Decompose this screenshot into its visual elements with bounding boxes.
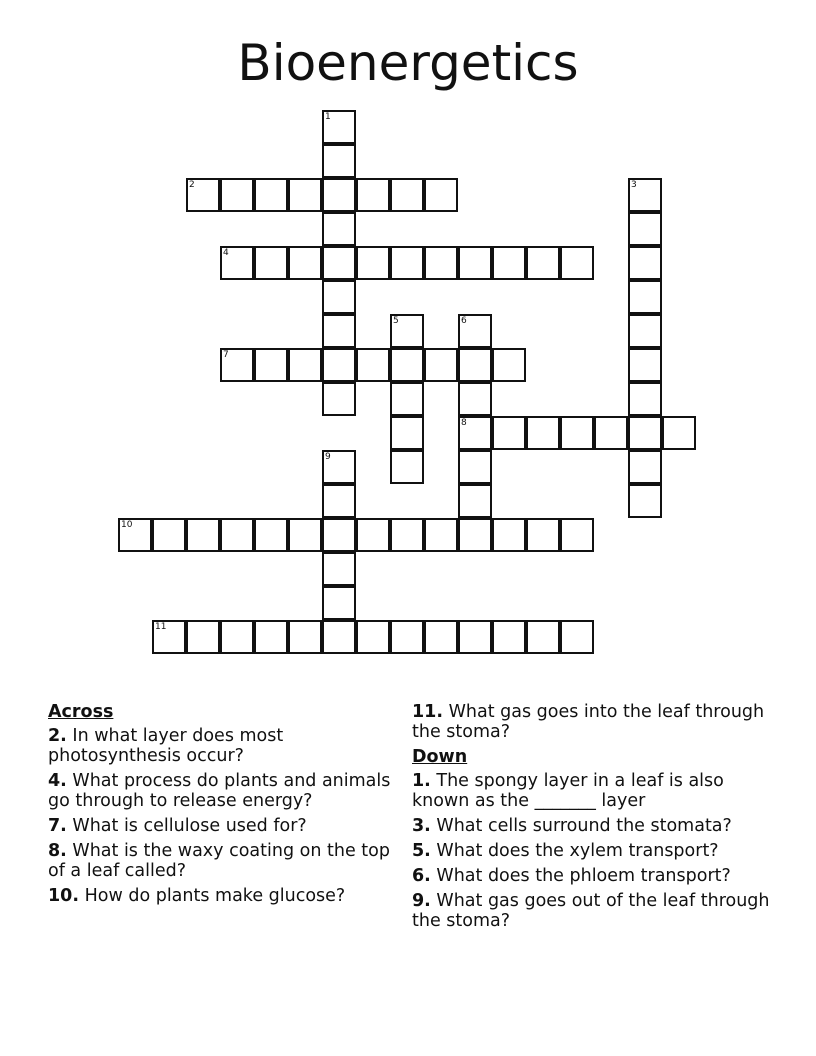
grid-cell[interactable] (560, 416, 594, 450)
grid-cell[interactable] (628, 450, 662, 484)
grid-cell[interactable] (458, 246, 492, 280)
grid-cell[interactable] (458, 382, 492, 416)
grid-cell[interactable] (594, 416, 628, 450)
grid-cell[interactable] (220, 348, 254, 382)
grid-cell[interactable] (628, 280, 662, 314)
clue-across-4 (48, 771, 408, 811)
grid-cell[interactable] (526, 620, 560, 654)
grid-cell[interactable] (356, 620, 390, 654)
clue-text: The spongy layer in a leaf is also known as the _______ layer (412, 771, 724, 811)
grid-cell[interactable] (288, 348, 322, 382)
cell-number: 11 (155, 622, 167, 632)
clue-text: What is the waxy coating on the top of a leaf called? (48, 841, 390, 881)
grid-cell[interactable] (526, 416, 560, 450)
clue-text: What gas goes out of the leaf through the stoma? (412, 891, 770, 931)
grid-cell[interactable] (424, 246, 458, 280)
grid-cell[interactable] (628, 246, 662, 280)
grid-cell[interactable] (424, 620, 458, 654)
grid-cell[interactable] (390, 518, 424, 552)
clue-text: What cells surround the stomata? (436, 816, 732, 836)
grid-cell[interactable] (322, 382, 356, 416)
grid-cell[interactable] (322, 280, 356, 314)
grid-cell[interactable] (424, 178, 458, 212)
clue-text: In what layer does most photosynthesis occur? (48, 726, 284, 766)
grid-cell[interactable] (152, 518, 186, 552)
grid-cell[interactable] (322, 518, 356, 552)
grid-cell[interactable] (458, 348, 492, 382)
grid-cell[interactable] (390, 620, 424, 654)
grid-cell[interactable] (254, 348, 288, 382)
grid-cell[interactable] (390, 348, 424, 382)
grid-cell[interactable] (186, 620, 220, 654)
clue-down-9 (412, 891, 772, 931)
grid-cell[interactable] (390, 246, 424, 280)
cell-number: 9 (325, 452, 331, 462)
clue-down-1 (412, 771, 772, 811)
grid-cell[interactable] (560, 246, 594, 280)
grid-cell[interactable] (322, 110, 356, 144)
clue-number: 2. (48, 726, 67, 746)
grid-cell[interactable] (628, 484, 662, 518)
grid-cell[interactable] (492, 416, 526, 450)
grid-cell[interactable] (322, 178, 356, 212)
grid-cell[interactable] (390, 314, 424, 348)
grid-cell[interactable] (458, 416, 492, 450)
clue-number: 4. (48, 771, 67, 791)
cell-number: 6 (461, 316, 467, 326)
grid-cell[interactable] (254, 620, 288, 654)
clue-number: 9. (412, 891, 431, 911)
grid-cell[interactable] (628, 212, 662, 246)
grid-cell[interactable] (390, 450, 424, 484)
down-heading: Down (412, 747, 468, 767)
cell-number: 8 (461, 418, 467, 428)
clue-text: What gas goes into the leaf through the stoma? (412, 702, 765, 742)
grid-cell[interactable] (492, 518, 526, 552)
clue-number: 8. (48, 841, 67, 861)
grid-cell[interactable] (492, 246, 526, 280)
clues-left-column (48, 702, 408, 911)
grid-cell[interactable] (628, 416, 662, 450)
grid-cell[interactable] (322, 144, 356, 178)
grid-cell[interactable] (322, 620, 356, 654)
grid-cell[interactable] (152, 620, 186, 654)
grid-cell[interactable] (322, 348, 356, 382)
grid-cell[interactable] (186, 178, 220, 212)
grid-cell[interactable] (254, 178, 288, 212)
grid-cell[interactable] (458, 518, 492, 552)
grid-cell[interactable] (220, 178, 254, 212)
grid-cell[interactable] (322, 552, 356, 586)
grid-cell[interactable] (356, 246, 390, 280)
grid-cell[interactable] (458, 620, 492, 654)
clue-number: 3. (412, 816, 431, 836)
clue-number: 5. (412, 841, 431, 861)
cell-number: 7 (223, 350, 229, 360)
grid-cell[interactable] (118, 518, 152, 552)
grid-cell[interactable] (356, 518, 390, 552)
grid-cell[interactable] (220, 620, 254, 654)
clues-right-column (412, 702, 772, 936)
grid-cell[interactable] (288, 178, 322, 212)
grid-cell[interactable] (322, 212, 356, 246)
clue-down-6 (412, 866, 772, 886)
clue-number: 7. (48, 816, 67, 836)
cell-number: 1 (325, 112, 331, 122)
grid-cell[interactable] (628, 382, 662, 416)
grid-cell[interactable] (424, 348, 458, 382)
grid-cell[interactable] (220, 518, 254, 552)
grid-cell[interactable] (526, 246, 560, 280)
clue-across-11 (412, 702, 772, 742)
grid-cell[interactable] (322, 246, 356, 280)
grid-cell[interactable] (458, 450, 492, 484)
clue-text: What process do plants and animals go through to release energy? (48, 771, 391, 811)
grid-cell[interactable] (560, 620, 594, 654)
grid-cell[interactable] (288, 246, 322, 280)
grid-cell[interactable] (322, 450, 356, 484)
grid-cell[interactable] (356, 178, 390, 212)
grid-cell[interactable] (390, 382, 424, 416)
clue-number: 6. (412, 866, 431, 886)
cell-number: 10 (121, 520, 133, 530)
grid-cell[interactable] (458, 314, 492, 348)
clue-text: What does the phloem transport? (436, 866, 731, 886)
grid-cell[interactable] (560, 518, 594, 552)
grid-cell[interactable] (322, 314, 356, 348)
grid-cell[interactable] (662, 416, 696, 450)
grid-cell[interactable] (458, 484, 492, 518)
grid-cell[interactable] (628, 348, 662, 382)
grid-cell[interactable] (492, 620, 526, 654)
cell-number: 5 (393, 316, 399, 326)
clue-across-10 (48, 886, 408, 906)
grid-cell[interactable] (492, 348, 526, 382)
puzzle-title: Bioenergetics (237, 34, 579, 92)
grid-cell[interactable] (526, 518, 560, 552)
clue-number: 1. (412, 771, 431, 791)
across-heading: Across (48, 702, 114, 722)
grid-cell[interactable] (220, 246, 254, 280)
clue-number: 10. (48, 886, 80, 906)
clue-number: 11. (412, 702, 444, 722)
grid-cell[interactable] (628, 178, 662, 212)
clue-text: What does the xylem transport? (436, 841, 719, 861)
clue-text: What is cellulose used for? (72, 816, 307, 836)
grid-cell[interactable] (288, 518, 322, 552)
clue-down-3 (412, 816, 772, 836)
cell-number: 4 (223, 248, 229, 258)
clue-down-5 (412, 841, 772, 861)
grid-cell[interactable] (424, 518, 458, 552)
grid-cell[interactable] (254, 246, 288, 280)
grid-cell[interactable] (322, 484, 356, 518)
clue-across-8 (48, 841, 408, 881)
grid-cell[interactable] (390, 178, 424, 212)
grid-cell[interactable] (628, 314, 662, 348)
cell-number: 2 (189, 180, 195, 190)
clue-across-2 (48, 726, 408, 766)
grid-cell[interactable] (390, 416, 424, 450)
grid-cell[interactable] (356, 348, 390, 382)
grid-cell[interactable] (186, 518, 220, 552)
grid-cell[interactable] (254, 518, 288, 552)
grid-cell[interactable] (288, 620, 322, 654)
clue-across-7 (48, 816, 408, 836)
clue-text: How do plants make glucose? (84, 886, 346, 906)
grid-cell[interactable] (322, 586, 356, 620)
cell-number: 3 (631, 180, 637, 190)
